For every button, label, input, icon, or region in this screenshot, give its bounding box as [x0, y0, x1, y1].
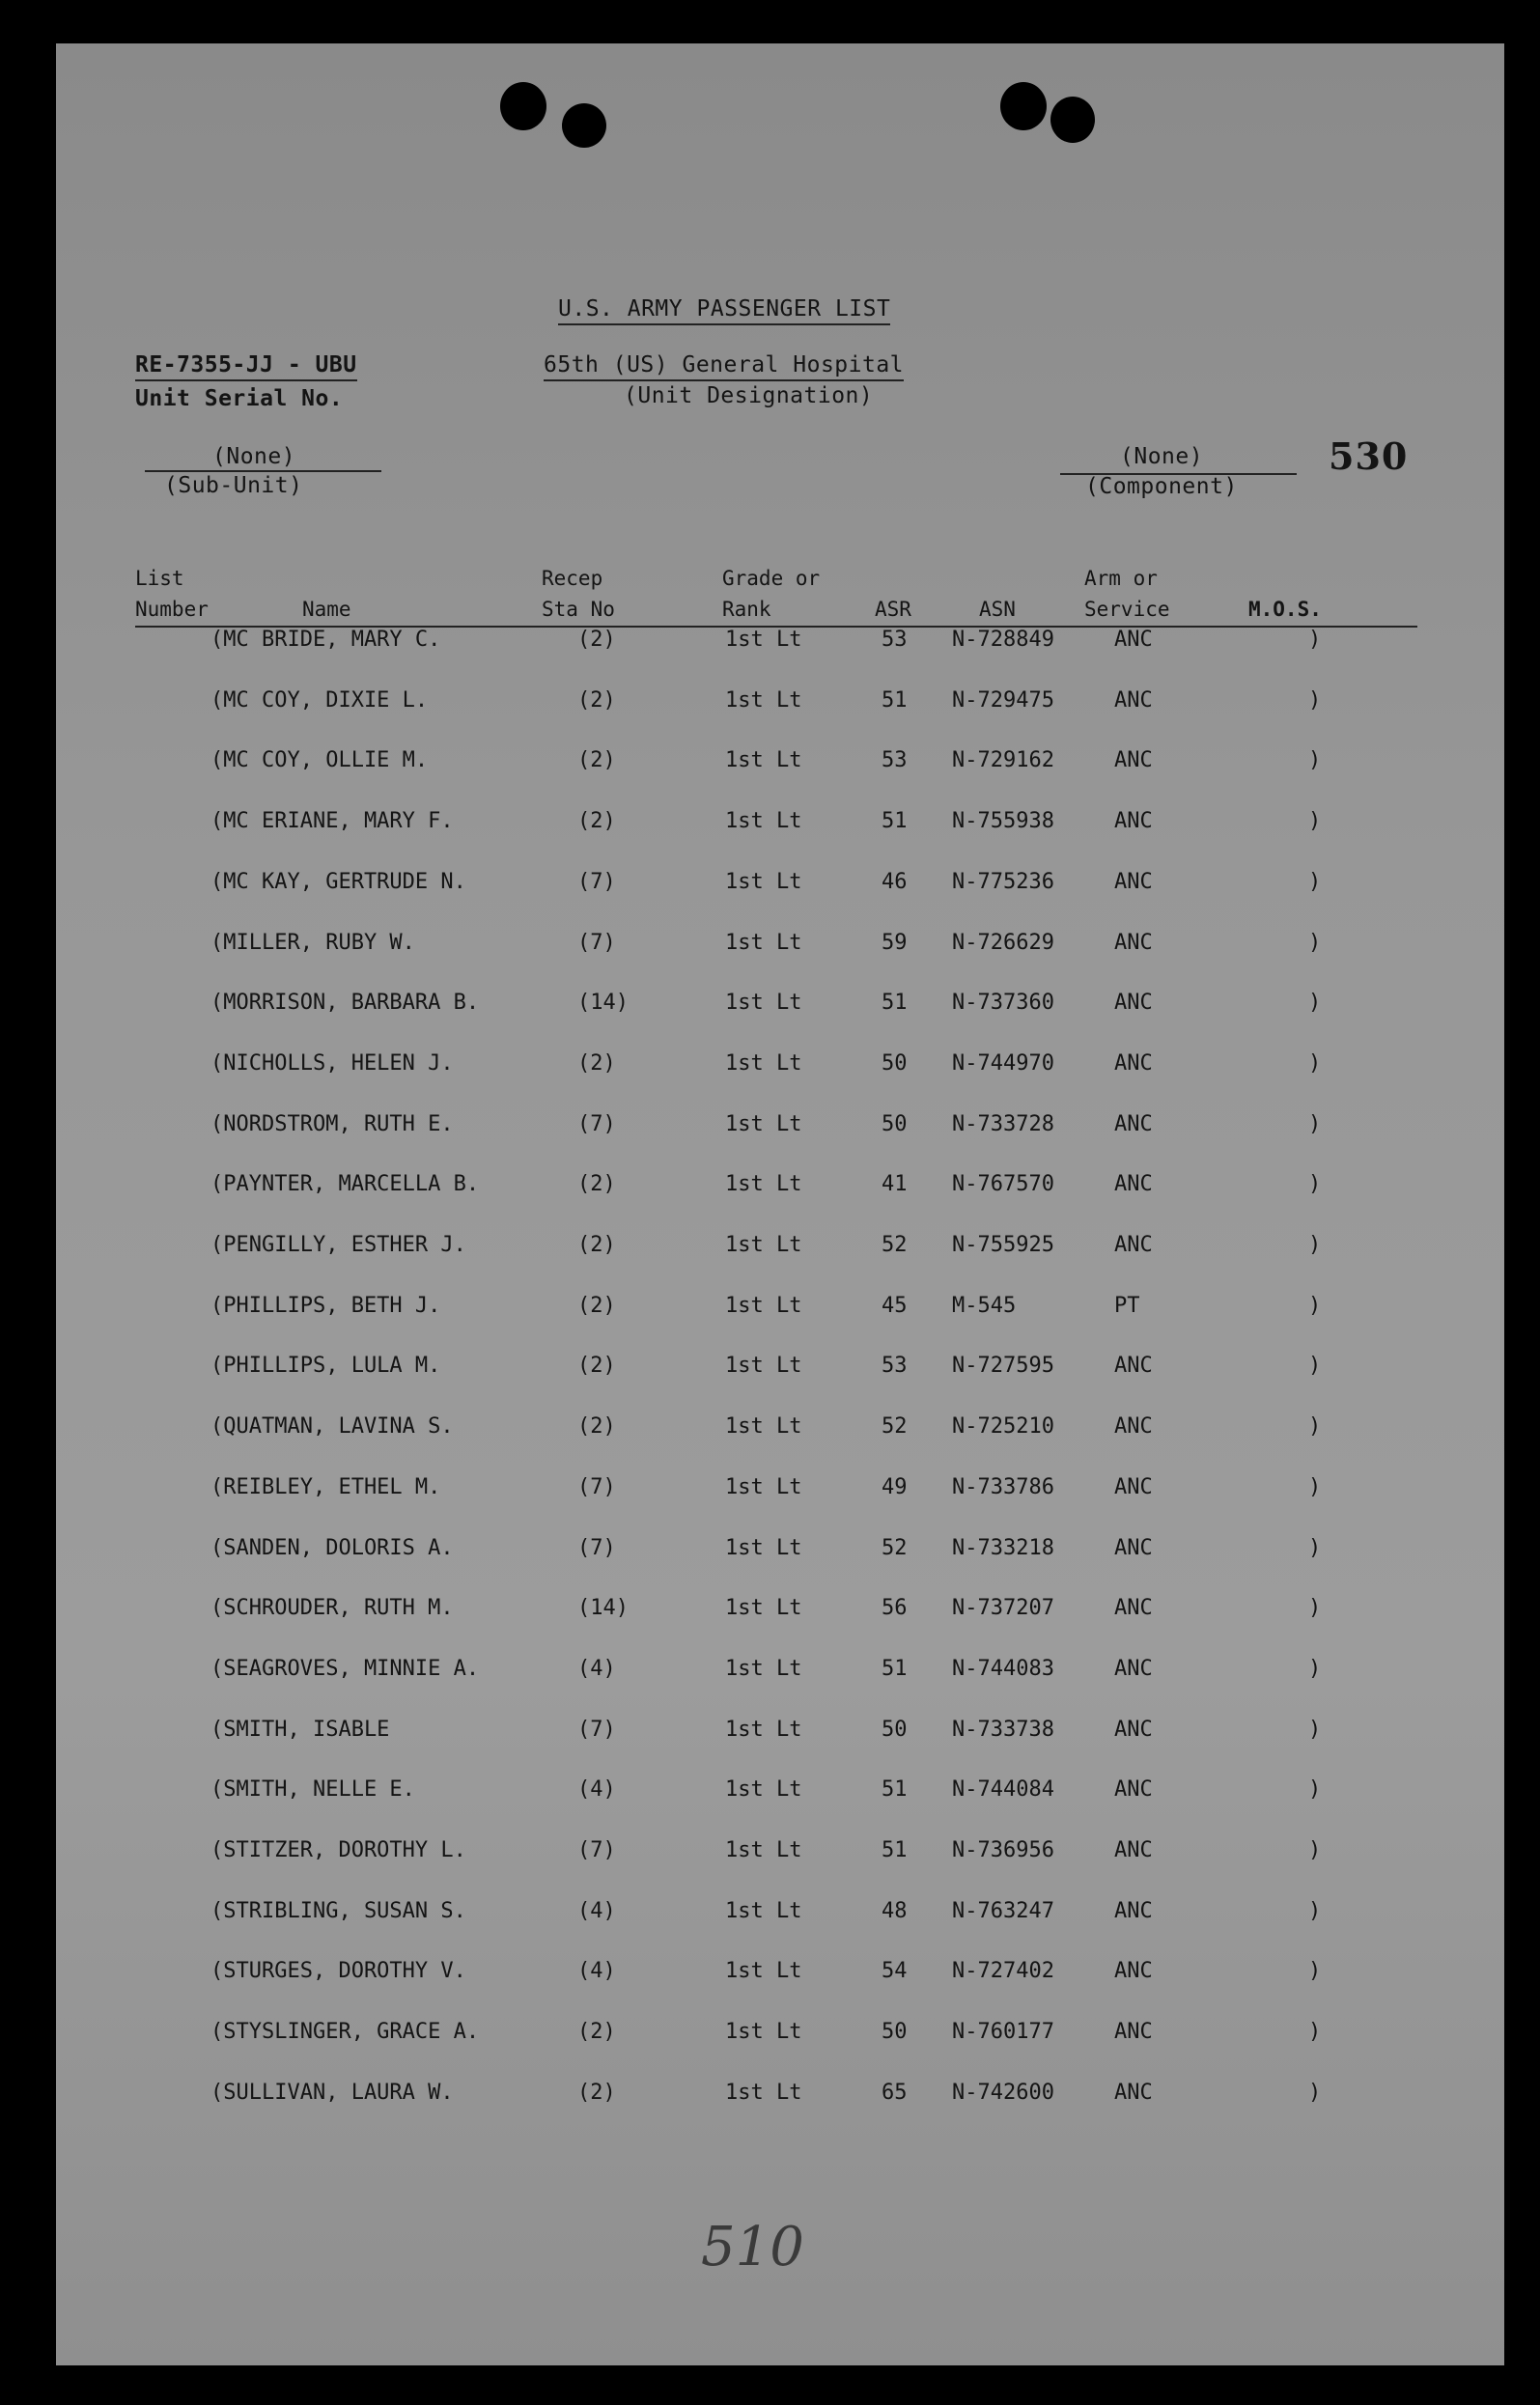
cell-asn: N-767570: [952, 1172, 1054, 1197]
cell-name: (STYSLINGER, GRACE A.: [210, 2020, 480, 2045]
cell-asn: N-760177: [952, 2020, 1054, 2045]
cell-name: (MILLER, RUBY W.: [210, 930, 415, 955]
cell-sta: (7): [577, 1474, 616, 1499]
cell-asr: 52: [882, 1233, 908, 1257]
cell-arm: ANC: [1114, 809, 1153, 834]
table-row: [56, 1475, 1504, 1514]
cell-grade: 1st Lt: [725, 1293, 802, 1318]
table-row: [56, 1414, 1504, 1453]
cell-grade: 1st Lt: [725, 809, 802, 834]
cell-grade: 1st Lt: [725, 2080, 802, 2105]
sub-unit-rule: [145, 470, 381, 472]
unit-designation-label: (Unit Designation): [624, 383, 874, 408]
cell-mos: ): [1308, 628, 1322, 652]
table-row: [56, 1051, 1504, 1090]
cell-name: (MC COY, DIXIE L.: [210, 687, 429, 713]
table-row: [56, 1233, 1504, 1272]
cell-arm: ANC: [1114, 1050, 1153, 1076]
cell-mos: ): [1308, 1838, 1322, 1862]
header-grade: Grade or Rank: [722, 567, 821, 621]
cell-asr: 50: [882, 1050, 908, 1076]
table-row: [56, 1838, 1504, 1877]
cell-arm: ANC: [1114, 1959, 1153, 1984]
cell-asn: N-727402: [952, 1959, 1054, 1984]
table-row: [56, 1718, 1504, 1756]
sub-unit: (None): [212, 444, 296, 469]
cell-mos: ): [1308, 1050, 1322, 1076]
header-asn: ASN: [979, 598, 1016, 621]
cell-grade: 1st Lt: [725, 1233, 802, 1257]
cell-sta: (2): [577, 687, 616, 713]
cell-sta: (2): [577, 628, 616, 652]
cell-mos: ): [1308, 1898, 1322, 1923]
cell-name: (SULLIVAN, LAURA W.: [210, 2080, 454, 2105]
cell-asn: N-725210: [952, 1414, 1054, 1440]
cell-arm: ANC: [1114, 1233, 1153, 1257]
cell-asr: 45: [882, 1293, 908, 1318]
cell-name: (PENGILLY, ESTHER J.: [210, 1233, 466, 1257]
cell-name: (REIBLEY, ETHEL M.: [210, 1474, 441, 1499]
cell-arm: ANC: [1114, 628, 1153, 652]
cell-name: (SANDEN, DOLORIS A.: [210, 1535, 454, 1560]
table-row: [56, 1354, 1504, 1392]
cell-name: (NICHOLLS, HELEN J.: [210, 1050, 454, 1076]
cell-mos: ): [1308, 2020, 1322, 2045]
cell-name: (SCHROUDER, RUTH M.: [210, 1596, 454, 1621]
cell-grade: 1st Lt: [725, 687, 802, 713]
cell-mos: ): [1308, 809, 1322, 834]
cell-asr: 52: [882, 1414, 908, 1440]
cell-grade: 1st Lt: [725, 1354, 802, 1379]
cell-grade: 1st Lt: [725, 869, 802, 894]
cell-asn: N-733738: [952, 1717, 1054, 1742]
cell-asr: 51: [882, 1777, 908, 1803]
cell-sta: (2): [577, 1233, 616, 1257]
cell-arm: ANC: [1114, 1111, 1153, 1136]
cell-name: (QUATMAN, LAVINA S.: [210, 1414, 454, 1440]
cell-asn: N-755925: [952, 1233, 1054, 1257]
cell-grade: 1st Lt: [725, 1898, 802, 1923]
header-mos: M.O.S.: [1248, 598, 1322, 621]
cell-grade: 1st Lt: [725, 1111, 802, 1136]
cell-asn: N-763247: [952, 1898, 1054, 1923]
cell-mos: ): [1308, 1414, 1322, 1440]
cell-grade: 1st Lt: [725, 2020, 802, 2045]
table-row: [56, 1112, 1504, 1151]
cell-grade: 1st Lt: [725, 930, 802, 955]
cell-mos: ): [1308, 991, 1322, 1016]
header-recep-sta: Recep Sta No: [542, 567, 615, 621]
cell-asn: N-736956: [952, 1838, 1054, 1862]
cell-asn: N-733218: [952, 1535, 1054, 1560]
table-row: [56, 1294, 1504, 1332]
cell-mos: ): [1308, 687, 1322, 713]
header-arm: Arm or Service: [1084, 567, 1170, 621]
cell-grade: 1st Lt: [725, 1172, 802, 1197]
cell-asn: N-726629: [952, 930, 1054, 955]
cell-sta: (2): [577, 809, 616, 834]
table-row: [56, 1536, 1504, 1575]
cell-sta: (14): [577, 1596, 629, 1621]
cell-asn: N-733728: [952, 1111, 1054, 1136]
cell-arm: ANC: [1114, 1898, 1153, 1923]
unit-serial: RE-7355-JJ - UBU: [135, 352, 357, 381]
cell-name: (MC COY, OLLIE M.: [210, 748, 429, 773]
cell-asr: 51: [882, 991, 908, 1016]
cell-arm: ANC: [1114, 1474, 1153, 1499]
cell-mos: ): [1308, 1354, 1322, 1379]
cell-grade: 1st Lt: [725, 748, 802, 773]
unit-serial-label: Unit Serial No.: [135, 386, 344, 411]
cell-mos: ): [1308, 1293, 1322, 1318]
cell-name: (MC KAY, GERTRUDE N.: [210, 869, 466, 894]
cell-name: (SEAGROVES, MINNIE A.: [210, 1656, 480, 1681]
cell-asr: 51: [882, 809, 908, 834]
table-row: [56, 2081, 1504, 2119]
cell-sta: (7): [577, 1535, 616, 1560]
cell-mos: ): [1308, 2080, 1322, 2105]
cell-name: (PHILLIPS, BETH J.: [210, 1293, 441, 1318]
cell-mos: ): [1308, 1474, 1322, 1499]
cell-asn: N-727595: [952, 1354, 1054, 1379]
cell-arm: ANC: [1114, 2020, 1153, 2045]
cell-asr: 59: [882, 930, 908, 955]
cell-grade: 1st Lt: [725, 1838, 802, 1862]
cell-mos: ): [1308, 1656, 1322, 1681]
cell-mos: ): [1308, 869, 1322, 894]
cell-asr: 65: [882, 2080, 908, 2105]
table-row: [56, 1959, 1504, 1998]
document-page: [56, 43, 1504, 2365]
cell-arm: ANC: [1114, 687, 1153, 713]
cell-name: (MC BRIDE, MARY C.: [210, 628, 441, 652]
cell-sta: (2): [577, 1050, 616, 1076]
header-name: Name: [302, 598, 351, 621]
header-asr: ASR: [875, 598, 911, 621]
cell-asn: N-755938: [952, 809, 1054, 834]
cell-asr: 50: [882, 1111, 908, 1136]
cell-arm: PT: [1114, 1293, 1140, 1318]
component-label: (Component): [1085, 474, 1238, 499]
cell-arm: ANC: [1114, 1717, 1153, 1742]
cell-asn: N-728849: [952, 628, 1054, 652]
cell-name: (MC ERIANE, MARY F.: [210, 809, 454, 834]
cell-grade: 1st Lt: [725, 991, 802, 1016]
punch-hole: [1000, 82, 1047, 130]
page-title: U.S. ARMY PASSENGER LIST: [558, 296, 890, 325]
cell-arm: ANC: [1114, 1535, 1153, 1560]
cell-asn: N-744083: [952, 1656, 1054, 1681]
cell-grade: 1st Lt: [725, 1596, 802, 1621]
cell-sta: (7): [577, 1717, 616, 1742]
cell-mos: ): [1308, 1717, 1322, 1742]
cell-sta: (2): [577, 748, 616, 773]
cell-mos: ): [1308, 1596, 1322, 1621]
cell-grade: 1st Lt: [725, 1050, 802, 1076]
cell-asr: 50: [882, 2020, 908, 2045]
table-row: [56, 688, 1504, 727]
cell-name: (SMITH, NELLE E.: [210, 1777, 415, 1803]
cell-asn: N-742600: [952, 2080, 1054, 2105]
table-row: [56, 1172, 1504, 1211]
cell-sta: (4): [577, 1959, 616, 1984]
cell-arm: ANC: [1114, 1354, 1153, 1379]
table-row: [56, 870, 1504, 909]
cell-grade: 1st Lt: [725, 1717, 802, 1742]
cell-sta: (7): [577, 869, 616, 894]
cell-asr: 53: [882, 628, 908, 652]
table-row: [56, 1899, 1504, 1938]
cell-arm: ANC: [1114, 991, 1153, 1016]
cell-asr: 53: [882, 1354, 908, 1379]
page-number: 530: [1329, 434, 1409, 478]
cell-asr: 49: [882, 1474, 908, 1499]
cell-grade: 1st Lt: [725, 628, 802, 652]
cell-asr: 51: [882, 1656, 908, 1681]
cell-sta: (7): [577, 1838, 616, 1862]
table-row: [56, 2020, 1504, 2058]
cell-mos: ): [1308, 930, 1322, 955]
cell-asr: 56: [882, 1596, 908, 1621]
cell-name: (MORRISON, BARBARA B.: [210, 991, 480, 1016]
cell-sta: (7): [577, 930, 616, 955]
cell-asn: N-744084: [952, 1777, 1054, 1803]
cell-name: (STURGES, DOROTHY V.: [210, 1959, 466, 1984]
cell-mos: ): [1308, 1535, 1322, 1560]
punch-hole: [562, 103, 606, 148]
unit-designation: 65th (US) General Hospital: [544, 352, 904, 381]
header-list-number: List Number: [135, 567, 209, 621]
table-row: [56, 1657, 1504, 1695]
cell-grade: 1st Lt: [725, 1777, 802, 1803]
cell-name: (NORDSTROM, RUTH E.: [210, 1111, 454, 1136]
cell-name: (STITZER, DOROTHY L.: [210, 1838, 466, 1862]
table-row: [56, 1596, 1504, 1635]
cell-sta: (2): [577, 1293, 616, 1318]
cell-sta: (4): [577, 1777, 616, 1803]
punch-hole: [500, 82, 546, 130]
cell-grade: 1st Lt: [725, 1535, 802, 1560]
cell-grade: 1st Lt: [725, 1474, 802, 1499]
table-row: [56, 809, 1504, 848]
cell-mos: ): [1308, 748, 1322, 773]
cell-asr: 41: [882, 1172, 908, 1197]
cell-arm: ANC: [1114, 1838, 1153, 1862]
cell-asr: 54: [882, 1959, 908, 1984]
cell-arm: ANC: [1114, 1414, 1153, 1440]
cell-arm: ANC: [1114, 1656, 1153, 1681]
cell-arm: ANC: [1114, 930, 1153, 955]
table-row: [56, 991, 1504, 1029]
cell-arm: ANC: [1114, 1172, 1153, 1197]
cell-sta: (2): [577, 1172, 616, 1197]
cell-sta: (7): [577, 1111, 616, 1136]
cell-asn: N-729475: [952, 687, 1054, 713]
cell-asr: 51: [882, 1838, 908, 1862]
cell-sta: (4): [577, 1656, 616, 1681]
cell-arm: ANC: [1114, 869, 1153, 894]
cell-mos: ): [1308, 1777, 1322, 1803]
cell-grade: 1st Lt: [725, 1414, 802, 1440]
cell-asn: N-733786: [952, 1474, 1054, 1499]
cell-sta: (14): [577, 991, 629, 1016]
cell-mos: ): [1308, 1172, 1322, 1197]
cell-name: (PAYNTER, MARCELLA B.: [210, 1172, 480, 1197]
table-row: [56, 931, 1504, 969]
cell-sta: (2): [577, 2080, 616, 2105]
cell-arm: ANC: [1114, 1777, 1153, 1803]
cell-mos: ): [1308, 1959, 1322, 1984]
handwritten-note: 510: [701, 2216, 804, 2279]
cell-asn: N-744970: [952, 1050, 1054, 1076]
cell-asn: N-737207: [952, 1596, 1054, 1621]
cell-sta: (2): [577, 1354, 616, 1379]
cell-grade: 1st Lt: [725, 1656, 802, 1681]
table-row: [56, 628, 1504, 666]
cell-arm: ANC: [1114, 1596, 1153, 1621]
cell-name: (STRIBLING, SUSAN S.: [210, 1898, 466, 1923]
cell-sta: (2): [577, 2020, 616, 2045]
cell-asn: N-737360: [952, 991, 1054, 1016]
cell-arm: ANC: [1114, 748, 1153, 773]
sub-unit-label: (Sub-Unit): [164, 473, 303, 498]
cell-asr: 46: [882, 869, 908, 894]
cell-asn: N-775236: [952, 869, 1054, 894]
table-row: [56, 748, 1504, 787]
cell-asr: 51: [882, 687, 908, 713]
cell-asr: 50: [882, 1717, 908, 1742]
component: (None): [1120, 444, 1204, 469]
cell-sta: (2): [577, 1414, 616, 1440]
cell-grade: 1st Lt: [725, 1959, 802, 1984]
cell-asr: 53: [882, 748, 908, 773]
cell-asn: M-545: [952, 1293, 1017, 1318]
cell-mos: ): [1308, 1233, 1322, 1257]
cell-sta: (4): [577, 1898, 616, 1923]
table-row: [56, 1777, 1504, 1816]
cell-name: (PHILLIPS, LULA M.: [210, 1354, 441, 1379]
cell-asr: 48: [882, 1898, 908, 1923]
cell-arm: ANC: [1114, 2080, 1153, 2105]
cell-mos: ): [1308, 1111, 1322, 1136]
cell-asr: 52: [882, 1535, 908, 1560]
cell-name: (SMITH, ISABLE: [210, 1717, 390, 1742]
punch-hole: [1050, 97, 1095, 143]
cell-asn: N-729162: [952, 748, 1054, 773]
